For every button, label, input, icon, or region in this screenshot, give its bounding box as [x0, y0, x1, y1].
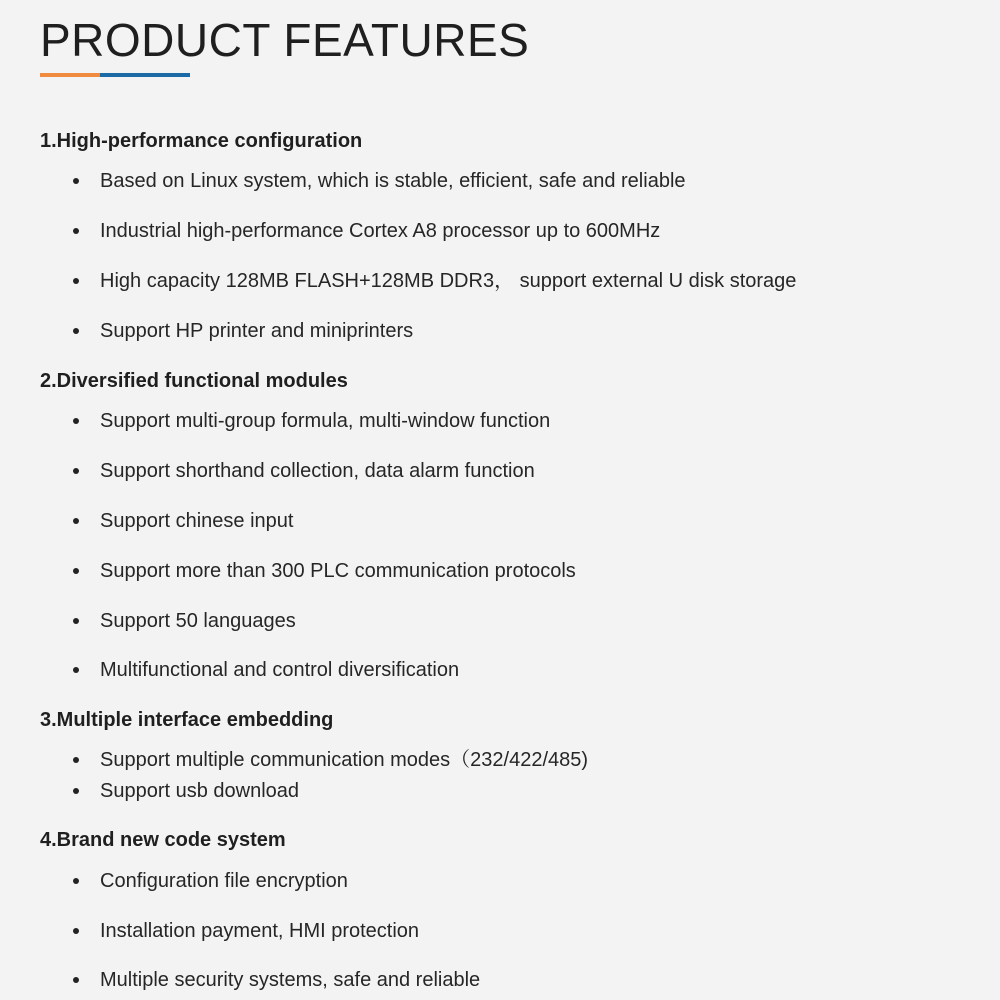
bullet-icon	[73, 278, 79, 284]
section-heading-1: 1.High-performance configuration	[40, 130, 363, 152]
list-item-text: Support usb download	[100, 780, 300, 802]
bullet-icon	[73, 788, 79, 794]
list-item-text: Support HP printer and miniprinters	[100, 320, 414, 342]
list-item-text: Based on Linux system, which is stable, efficient, safe and reliable	[100, 170, 686, 192]
list-item-text: Installation payment, HMI protection	[100, 920, 420, 942]
list-item-text: Support multiple communication modes（232/422/485)	[100, 749, 589, 771]
bullet-icon	[73, 568, 79, 574]
bullet-icon	[73, 618, 79, 624]
bullet-icon	[73, 418, 79, 424]
section-heading-4: 4.Brand new code system	[40, 829, 286, 851]
bullet-icon	[73, 468, 79, 474]
list-item-text: High capacity 128MB FLASH+128MB DDR3， support external U disk storage	[100, 270, 797, 292]
bullet-icon	[73, 667, 79, 673]
list-item-text: Support multi-group formula, multi-window function	[100, 410, 551, 432]
bullet-icon	[73, 228, 79, 234]
bullet-icon	[73, 328, 79, 334]
section-heading-2: 2.Diversified functional modules	[40, 370, 348, 392]
list-item-text: Industrial high-performance Cortex A8 processor up to 600MHz	[100, 220, 661, 242]
list-item-text: Support shorthand collection, data alarm function	[100, 460, 535, 482]
list-item-text: Multiple security systems, safe and reliable	[100, 969, 481, 991]
bullet-icon	[73, 178, 79, 184]
bullet-icon	[73, 757, 79, 763]
underline-blue-segment	[100, 73, 190, 77]
bullet-icon	[73, 878, 79, 884]
section-heading-3: 3.Multiple interface embedding	[40, 709, 334, 731]
list-item-text: Multifunctional and control diversification	[100, 659, 460, 681]
title-underline	[40, 73, 190, 77]
list-item-text: Support more than 300 PLC communication protocols	[100, 560, 576, 582]
bullet-icon	[73, 928, 79, 934]
list-item-text: Support chinese input	[100, 510, 294, 532]
underline-orange-segment	[40, 73, 100, 77]
bullet-icon	[73, 518, 79, 524]
bullet-icon	[73, 977, 79, 983]
list-item-text: Configuration file encryption	[100, 870, 348, 892]
page-title: PRODUCT FEATURES	[40, 14, 530, 66]
list-item-text: Support 50 languages	[100, 610, 296, 632]
